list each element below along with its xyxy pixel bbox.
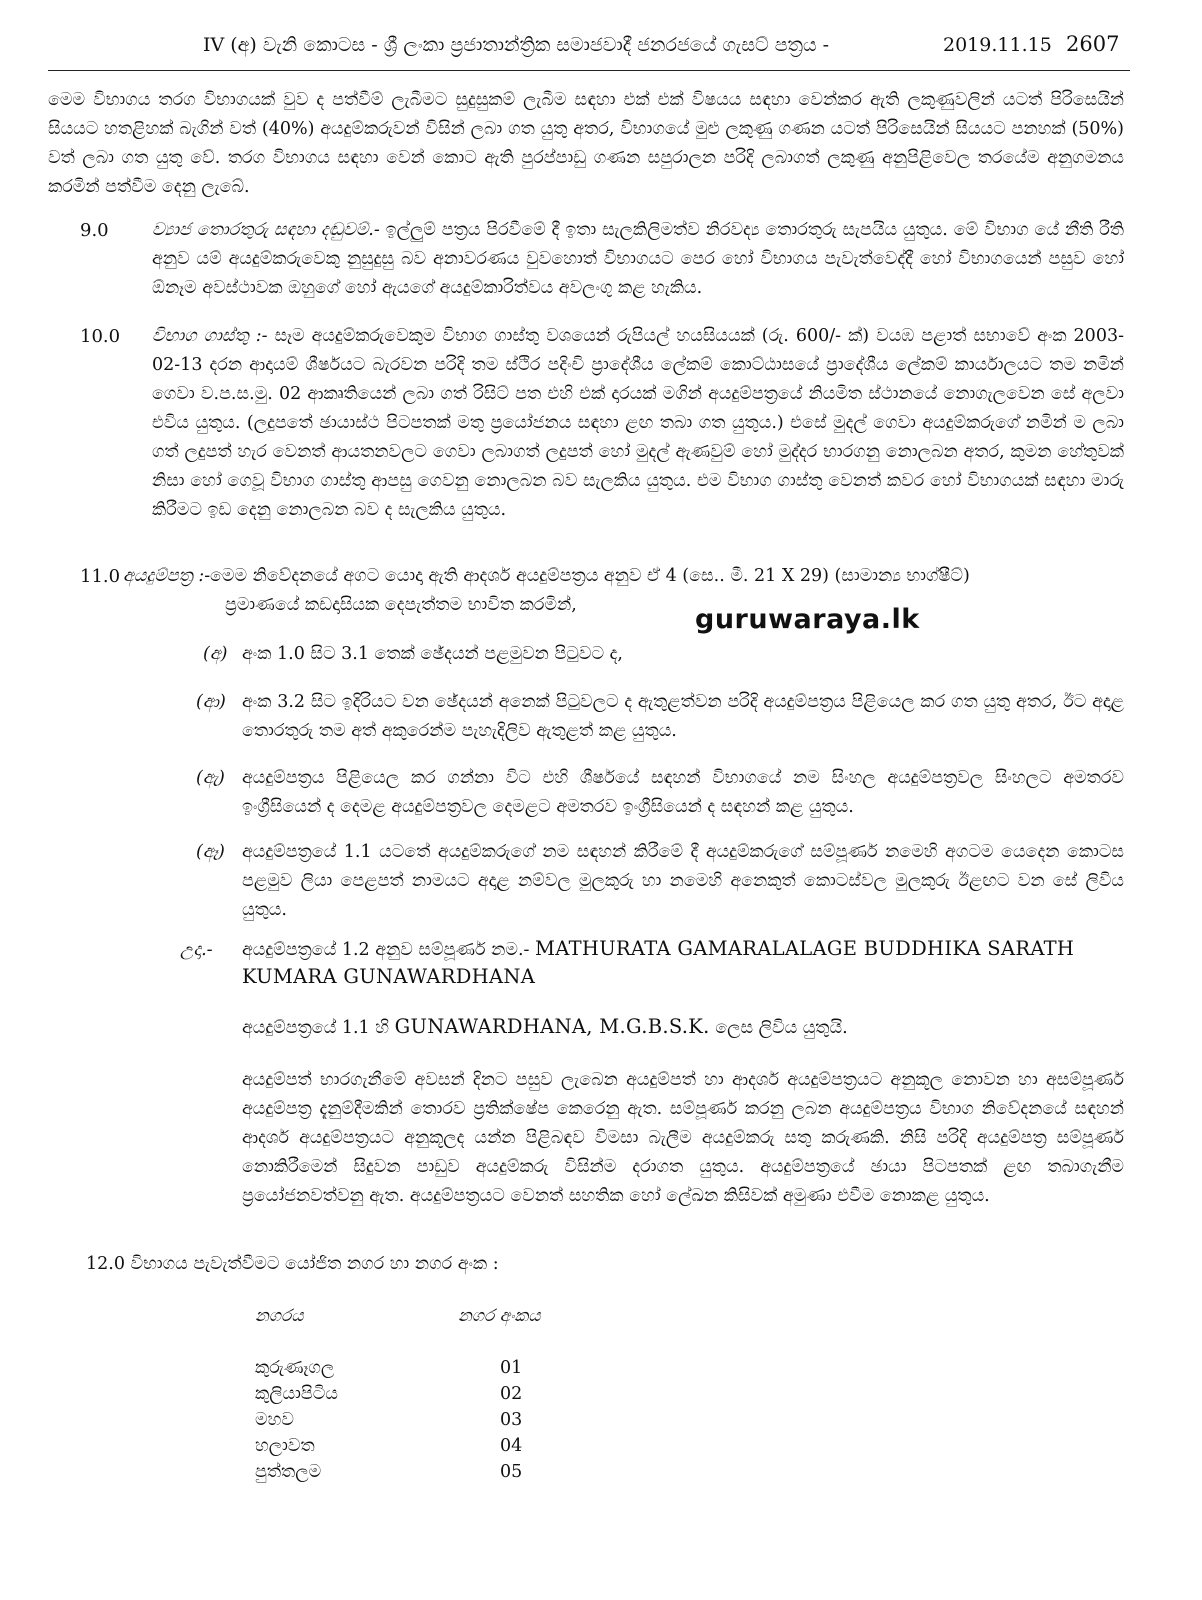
item-ae-label: (ඇ): [196, 768, 225, 788]
item-ae-text: අයදුම්පත්‍රය පිළියෙල කර ගන්නා විට එහි ශීර්ෂයේ සඳහන් විභාගයේ නම සිංහල අයදුම්පත්‍රවල සිංහලට අමතරව ඉංග්‍රීසියෙන් ද දෙමළ අයදුම්පත්‍රවල දෙමළට අමතරව ඉංග්‍රීසියෙන් ද සඳහන් කළ යුතුය.: [242, 768, 1124, 817]
city-name: හලාවත: [255, 1436, 315, 1456]
section-11-line1: මෙම නිවේදනයේ අගට යොදා ඇති ආදර්ශ අයදුම්පත්‍රය අනුව ඒ 4 (සෙ.. මී. 21 X 29) (සාමාන්‍ය භාග්ෂීට්): [210, 566, 970, 586]
city-code: 03: [500, 1410, 523, 1430]
city-code: 04: [500, 1436, 523, 1456]
section-9-number: 9.0: [80, 220, 109, 241]
item-aa-text: අංක 3.2 සිට ඉදිරියට වන ඡේදයන් අනෙක් පිටුවලට ද ඇතුළත්වන පරිදි අයදුම්පත්‍රය පිළියෙල කර ගත යුතු අතර, ඊට අදාළ තොරතුරු තම අත් අකුරෙන්ම පැහැදිලිව ඇතුළත් කළ යුතුය.: [242, 692, 1124, 741]
watermark-logo: guruwaraya.lk: [695, 604, 920, 635]
intro-paragraph: මෙම විභාගය තරග විභාගයක් වුව ද පත්වීම් ලැබීමට සුදුසුකම් ලැබීම සඳහා එක් එක් විෂයය සඳහා වෙන්කර ඇති ලකුණුවලින් යටත් පිරිසෙයින් සියයට හතළිහක් බැගින් වත් (40%) අයදුම්කරුවන් විසින් ලබා ගත යුතු අතර, විභාගයේ මුළු ලකුණු ගණන යටත් පිරිසෙයින් සියයට පනහක් (50%) වත් ලබා ගත යුතු වේ. තරග විභාගය සඳහා වෙන් කොට ඇති පුරප්පාඩු ගණන සපුරාලන පරිදි ලබාගත් ලකුණු අනුපිළිවෙල තරයේම අනුගමනය කරමින් පත්වීම දෙනු ලැබේ.: [48, 90, 1124, 197]
code-column-header: නගර අංකය: [458, 1306, 541, 1326]
city-name: පුත්තලම: [255, 1462, 322, 1482]
section-11-heading: අයදුම්පත්‍ර :-: [123, 566, 211, 586]
header-date: 2019.11.15: [943, 34, 1052, 56]
section-10-body: සෑම අයදුම්කරුවෙකුම විභාග ගාස්තු වශයෙන් රුපියල් හයසියයක් (රු. 600/- ක්) වයඹ පළාත් සභාවේ අංක 2003-02-13 දරන ආදායම් ශීර්ෂයට බැරවන පරිදි තම ස්ථිර පදිංචි ප්‍රාදේශීය ලේකම් කොට්ඨාසයේ ප්‍රාදේශීය ලේකම් කාර්යාලයට තම නමින් ගෙවා ව.ප.ස.මු. 02 ආකෘතියෙන් ලබා ගත් රිසිට් පත එහි එක් දාරයක් මගින් අයදුම්පත්‍රයේ නියමිත ස්ථානයේ නොගැලවෙන සේ අලවා එවිය යුතුය. (ලදුපතේ ඡායාස්ථ පිටපතක් මතු ප්‍රයෝජනය සඳහා ළඟ තබා ගත යුතුය.) එසේ මුදල් ගෙවා අයදුම්කරුගේ නමින් ම ලබා ගත් ලදුපත් හැර වෙනත් ආයතනවලට ගෙවා ලබාගත් ලදුපත් හෝ මුදල් ඇණවුම් හෝ මුද්දර භාරගනු නොලබන අතර, කුමන හේතුවක් නිසා හෝ ගෙවූ විභාග ගාස්තු ආපසු ගෙවනු නොලබන බව සැලකිය යුතුය. එම විභාග ගාස්තු වෙනත් කවර හෝ විභාගයක් සඳහා මාරු කිරීමට ඉඩ දෙනු නොලබන බව ද සැලකිය යුතුය.: [152, 326, 1125, 520]
section-12-heading: [86, 1250, 499, 1279]
item-a-text: අංක 1.0 සිට 3.1 තෙක් ඡේදයන් පළමුවන පිටුවට ද,: [242, 644, 623, 664]
city-name: කුලියාපිටිය: [255, 1384, 338, 1404]
section-9-paragraph: [152, 216, 1124, 303]
city-code: 05: [500, 1462, 523, 1482]
example-prefix: අයදුම්පත්‍රයේ 1.2 අනුව සම්පූර්ණ නම.-: [242, 940, 535, 960]
example-short-suffix: ලෙස ලිවිය යුතුයි.: [709, 1018, 848, 1038]
example-short-name-line: [242, 1012, 1124, 1043]
example-label: උදා.-: [180, 940, 213, 960]
section-9-heading: ව්‍යාජ තොරතුරු සඳහා දඬුවම්.-: [152, 220, 380, 240]
example-short-prefix: අයදුම්පත්‍රයේ 1.1 හි: [242, 1018, 395, 1038]
city-code: 01: [500, 1358, 523, 1378]
example-full-name-2: KUMARA GUNAWARDHANA: [242, 965, 536, 988]
city-name: කුරුණෑගල: [255, 1358, 335, 1378]
example-full-name-line: [242, 934, 1124, 965]
header-title: IV (අ) වැනි කොටස - ශ්‍රී ලංකා ප්‍රජාතාන්ත්‍රික සමාජවාදී ජනරජයේ ගැසට් පත්‍රය -: [203, 34, 830, 56]
city-name: මහව: [255, 1410, 294, 1430]
item-aee-label: (ඈ): [196, 842, 225, 862]
section-11-number: 11.0: [80, 566, 121, 587]
item-aa-label: (ආ): [196, 692, 226, 712]
city-column-header: නගරය: [255, 1306, 304, 1326]
city-code: 02: [500, 1384, 523, 1404]
example-short-name: GUNAWARDHANA, M.G.B.S.K.: [394, 1015, 710, 1038]
item-aee-text: අයදුම්පත්‍රයේ 1.1 යටතේ අයදුම්කරුගේ නම සඳහන් කිරීමේ දී අයදුම්කරුගේ සම්පූර්ණ නමෙහි අගටම යෙදෙන කොටස පළමුව ලියා පෙළපත් නාමයට අදාළ නම්වල මුලකුරු හා නමෙහි අනෙකුත් කොටස්වල මුලකුරු ඊළඟට වන සේ ලිවිය යුතුය.: [242, 842, 1124, 920]
page-number: 2607: [1066, 32, 1120, 56]
page-header: [48, 30, 1130, 71]
section-12-number: 12.0: [86, 1254, 125, 1274]
item-a-label: (අ): [203, 644, 228, 664]
section-10-heading: විභාග ගාස්තු :-: [152, 326, 268, 346]
section-10-paragraph: [152, 322, 1124, 525]
example-full-name-line-2: [242, 962, 1124, 993]
section-10-number: 10.0: [80, 326, 121, 347]
section-11-line2: ප්‍රමාණයේ කඩදාසියක දෙපැත්තම භාවිත කරමින්,: [225, 595, 577, 615]
example-full-name-1: MATHURATA GAMARALALAGE BUDDHIKA SARATH: [535, 937, 1075, 960]
section-12-title: විභාගය පැවැත්වීමට යෝජිත නගර හා නගර අංක :: [130, 1254, 499, 1274]
section-9-body: ඉල්ලුම් පත්‍රය පිරවීමේ දී ඉතා සැලකිලිමත්ව නිරවද්‍ය තොරතුරු සැපයිය යුතුය. මේ විභාග යේ නීති රීති අනුව යම් අයදුම්කරුවෙකු නුසුදුසු බව අනාවරණය වුවහොත් විභාගයට පෙර හෝ විභාගය පැවැත්වෙද්දී හෝ විභාගයෙන් පසුව හෝ ඕනෑම අවස්ථාවක ඔහුගේ හෝ ඇයගේ අයදුම්කාරිත්වය අවලංගු කළ හැකිය.: [152, 220, 1124, 298]
section-11-closing-paragraph: අයදුම්පත් භාරගැනීමේ අවසන් දිනට පසුව ලැබෙන අයදුම්පත් හා ආදර්ශ අයදුම්පත්‍රයට අනුකූල නොවන හා අසම්පූර්ණ අයදුම්පත්‍ර දැනුම්දීමකින් තොරව ප්‍රතික්ෂේප කෙරෙනු ඇත. සම්පූර්ණ කරනු ලබන අයදුම්පත්‍රය විභාග නිවේදනයේ සඳහන් ආදර්ශ අයදුම්පත්‍රයට අනුකූලද යන්න පිළිබඳව විමසා බැලීම අයදුම්කරු සතු කරුණකි. නිසි පරිදි අයදුම්පත්‍ර සම්පූර්ණ නොකිරීමෙන් සිදුවන පාඩුව අයදුම්කරු විසින්ම දරාගත යුතුය. අයදුම්පත්‍රයේ ඡායා පිටපතක් ළඟ තබාගැනීම ප්‍රයෝජනවත්වනු ඇත. අයදුම්පත්‍රයට වෙනත් සහතික හෝ ලේඛන කිසිවක් අමුණා එවීම නොකළ යුතුය.: [242, 1070, 1124, 1206]
